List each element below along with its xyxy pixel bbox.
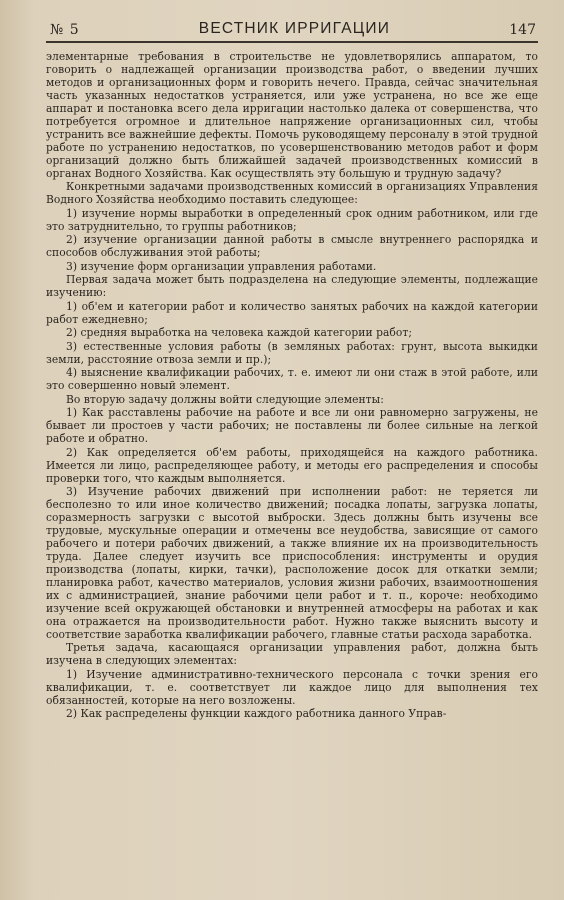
list-item: 1) об'ем и категории работ и количество занятых рабочих на каждой категории работ ежедневно; xyxy=(46,299,538,326)
issue-number: № 5 xyxy=(50,22,80,38)
paragraph: Во вторую задачу должны войти следующие элементы: xyxy=(66,392,384,406)
list-item: 3) изучение форм организации управления работами. xyxy=(66,259,377,273)
paragraph: элементарные требования в строительстве не удовлетворялись аппаратом, то говорить о надлежащей организации производства работ, о введении лучших методов и организационных форм и говорить нечего. Правда, сейчас значительная часть указанных недостатков устраняется, или уже устранена, но все же еще аппарат и постановка всего дела ирригации настолько далека от совершенства, что потребуется огромное и длительное напряжение организационных сил, чтобы устранить все важнейшие дефекты. Помочь руководящему персоналу в этой трудной работе по устранению недостатков, по усовершенствованию методов работ и форм организаций должно быть ближайшей задачей производственных комиссий в органах Водного Хозяйства. Как осуществлять эту большую и трудную задачу? xyxy=(46,50,538,180)
list-item: 2) Как определяется об'ем работы, приходящейся на каждого работника. Имеется ли лицо, распределяющее работу, и методы его распределения и способы проверки того, что каждым выполняется. xyxy=(46,445,538,485)
paragraph: Конкретными задачами производственных комиссий в организациях Управления Водного Хозяйства необходимо поставить следующее: xyxy=(46,180,538,207)
page-number: 147 xyxy=(509,22,536,38)
list-item: 1) Как расставлены рабочие на работе и все ли они равномерно загружены, не бывает ли простоев у части рабочих; не поставлены ли более сильные на легкой работе и обратно. xyxy=(46,406,538,446)
page-header xyxy=(46,14,538,43)
journal-title: ВЕСТНИК ИРРИГАЦИИ xyxy=(198,20,391,37)
list-item: 2) Как распределены функции каждого работника данного Управ- xyxy=(66,707,447,721)
list-item: 3) естественные условия работы (в земляных работах: грунт, высота выкидки земли, расстояние отвоза земли и пр.); xyxy=(46,339,538,366)
article-body xyxy=(46,51,538,721)
paragraph: Первая задача может быть подразделена на следующие элементы, подлежащие изучению: xyxy=(46,273,538,300)
list-item: 2) средняя выработка на человека каждой категории работ; xyxy=(66,326,412,340)
list-item: 1) Изучение административно-технического персонала с точки зрения его квалификации, т. е. соответствует ли каждое лицо для выполнения тех обязанностей, которые на него возложены. xyxy=(46,667,538,707)
paragraph: Третья задача, касающаяся организации управления работ, должна быть изучена в следующих элементах: xyxy=(46,641,538,668)
list-item: 4) выяснение квалификации рабочих, т. е. имеют ли они стаж в этой работе, или это совершенно новый элемент. xyxy=(46,366,538,393)
list-item: 2) изучение организации данной работы в смысле внутреннего распорядка и способов обслуживания этой работы; xyxy=(46,233,538,260)
list-item: 1) изучение нормы выработки в определенный срок одним работником, или где это затруднительно, то группы работников; xyxy=(46,206,538,233)
list-item: 3) Изучение рабочих движений при исполнении работ: не теряется ли бесполезно то или иное количество движений; посадка лопаты, загрузка лопаты, соразмерность загрузки с высотой выброски. Здесь должны быть изучены все трудовые, мускульные операции и отмечены все неудобства, зависящие от самого рабочего и потери рабочих движений, а также влияние их на производительность труда. Далее следует изучить все приспособления: инструменты и орудия производства (лопаты, кирки, тачки), расположение досок для откатки земли; планировка работ, качество материалов, условия жизни рабочих, взаимоотношения их с администрацией, знание рабочими цели работ и т. п., короче: необходимо изучение всей окружающей обстановки и внутренней атмосферы на работах и как она отражается на производительности работ. Нужно также выяснить высоту и соответствие заработка квалификации рабочего, главные статьи расхода заработка. xyxy=(46,485,538,641)
